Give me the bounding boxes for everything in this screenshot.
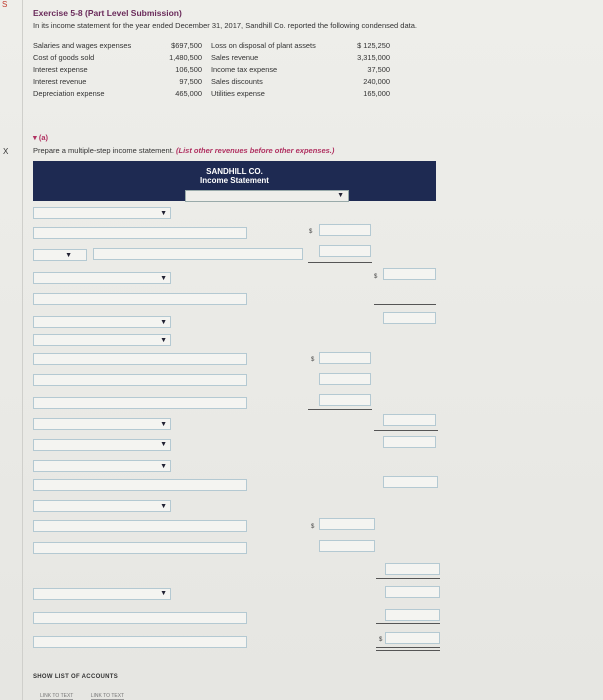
data-value: 106,500 (175, 65, 202, 74)
account-select[interactable] (33, 249, 87, 261)
amount-input[interactable] (385, 609, 440, 621)
amount-input[interactable] (319, 373, 371, 385)
data-label: Cost of goods sold (33, 53, 95, 62)
chevron-down-icon: ▼ (160, 337, 167, 344)
data-value: 165,000 (363, 89, 390, 98)
data-label: Depreciation expense (33, 89, 105, 98)
instruction-text: Prepare a multiple-step income statement. (33, 146, 174, 155)
data-label: Sales revenue (211, 53, 259, 62)
account-input[interactable] (33, 479, 247, 491)
underline (374, 304, 436, 305)
chevron-down-icon: ▼ (160, 463, 167, 470)
left-margin-divider (22, 0, 23, 700)
left-values (150, 40, 202, 100)
statement-header (33, 161, 436, 201)
underline (374, 430, 438, 431)
data-value: 1,480,500 (169, 53, 202, 62)
account-select[interactable] (33, 460, 171, 472)
account-input[interactable] (33, 293, 247, 305)
exercise-intro: In its income statement for the year ended December 31, 2017, Sandhill Co. reported the following condensed data. (33, 21, 417, 30)
instruction-note: (List other revenues before other expenses.) (176, 146, 335, 155)
amount-input[interactable] (385, 563, 440, 575)
chevron-down-icon: ▼ (160, 421, 167, 428)
part-a-toggle[interactable]: ▾ (a) (33, 133, 49, 142)
underline (308, 262, 372, 263)
data-value: 240,000 (363, 77, 390, 86)
link-to-text[interactable]: LINK TO TEXT (40, 693, 74, 699)
account-input[interactable] (33, 520, 247, 532)
chevron-down-icon: ▼ (160, 441, 167, 448)
data-value: 37,500 (367, 65, 390, 74)
margin-letter-top: S (2, 0, 8, 9)
exercise-title: Exercise 5-8 (Part Level Submission) (33, 8, 182, 18)
part-label: (a) (38, 133, 49, 142)
data-value: 97,500 (179, 77, 202, 86)
right-labels (211, 40, 346, 100)
company-name: SANDHILL CO. (206, 167, 263, 176)
account-input[interactable] (33, 636, 247, 648)
account-input[interactable] (33, 588, 171, 600)
underline (376, 578, 440, 579)
amount-input[interactable] (319, 518, 375, 530)
period-select[interactable] (185, 190, 349, 202)
chevron-down-icon: ▼ (337, 192, 344, 199)
underline (376, 647, 440, 648)
dollar-sign: $ (309, 229, 313, 235)
statement-heading (33, 167, 436, 185)
data-label: Income tax expense (211, 65, 278, 74)
dollar-sign: $ (379, 637, 383, 643)
statement-title: Income Statement (200, 176, 269, 185)
chevron-down-icon: ▼ (160, 590, 167, 597)
data-label: Utilities expense (211, 89, 265, 98)
account-input[interactable] (33, 542, 247, 554)
data-label: Salaries and wages expenses (33, 41, 132, 50)
dollar-sign: $ (311, 524, 315, 530)
account-select[interactable] (33, 316, 171, 328)
account-select[interactable] (33, 418, 171, 430)
data-value: $ 125,250 (357, 41, 390, 50)
amount-input[interactable] (319, 245, 371, 257)
underline (376, 623, 440, 624)
account-input[interactable] (33, 439, 171, 451)
amount-input[interactable] (383, 268, 436, 280)
amount-label-input[interactable] (33, 227, 247, 239)
account-input[interactable] (33, 397, 247, 409)
account-input[interactable] (33, 353, 247, 365)
account-input[interactable] (33, 612, 247, 624)
account-select[interactable] (33, 207, 171, 219)
amount-input[interactable] (319, 224, 371, 236)
chevron-down-icon: ▼ (65, 252, 72, 259)
amount-input[interactable] (383, 476, 438, 488)
chevron-down-icon: ▼ (160, 319, 167, 326)
show-accounts-button[interactable]: SHOW LIST OF ACCOUNTS (33, 674, 119, 680)
data-value: 3,315,000 (357, 53, 390, 62)
dollar-sign: $ (311, 357, 315, 363)
data-label: Loss on disposal of plant assets (211, 41, 316, 50)
amount-input[interactable] (383, 312, 436, 324)
chevron-down-icon: ▼ (160, 275, 167, 282)
data-value: 465,000 (175, 89, 202, 98)
link-to-text[interactable]: LINK TO TEXT (90, 693, 125, 699)
underline (308, 409, 372, 410)
account-input[interactable] (33, 374, 247, 386)
margin-letter-mid: X (3, 147, 9, 156)
account-input[interactable] (93, 248, 303, 260)
data-label: Interest expense (33, 65, 88, 74)
amount-input[interactable] (383, 414, 436, 426)
data-label: Sales discounts (211, 77, 263, 86)
data-value: $697,500 (171, 41, 202, 50)
chevron-down-icon: ▼ (160, 503, 167, 510)
amount-input[interactable] (383, 436, 436, 448)
amount-input[interactable] (319, 352, 371, 364)
amount-input[interactable] (385, 632, 440, 644)
dollar-sign: $ (374, 274, 378, 280)
account-select[interactable] (33, 334, 171, 346)
amount-input[interactable] (385, 586, 440, 598)
footer-links (40, 693, 140, 699)
part-instruction (33, 146, 334, 155)
account-select[interactable] (33, 500, 171, 512)
data-label: Interest revenue (33, 77, 87, 86)
amount-input[interactable] (319, 394, 371, 406)
account-select[interactable] (33, 272, 171, 284)
double-underline (376, 650, 440, 651)
amount-input[interactable] (319, 540, 375, 552)
chevron-down-icon: ▼ (160, 210, 167, 217)
right-values (340, 40, 390, 100)
left-labels (33, 40, 158, 100)
